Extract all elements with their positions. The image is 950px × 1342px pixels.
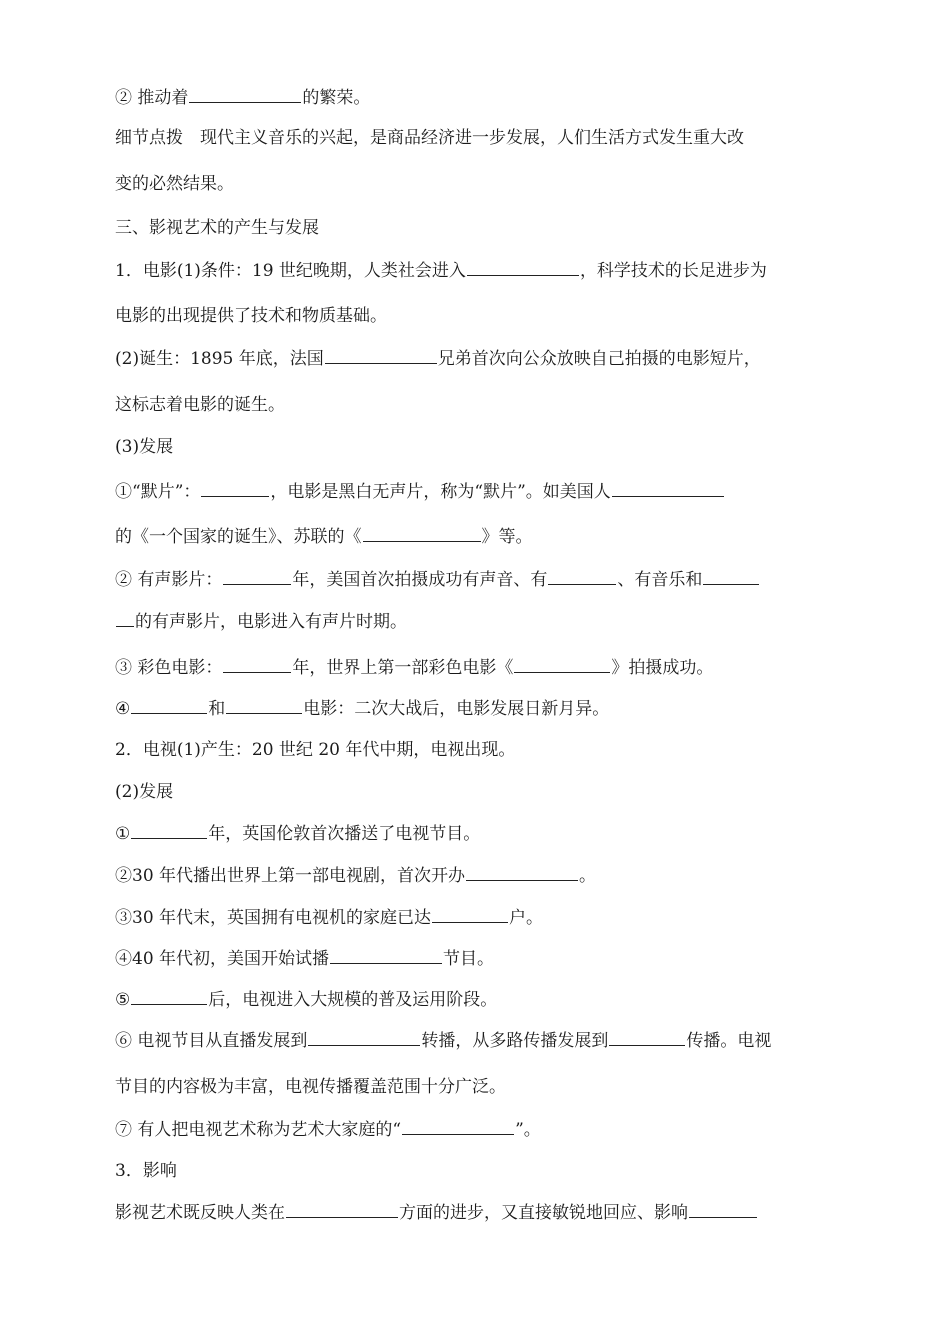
line-text: 三、影视艺术的产生与发展 (115, 218, 319, 238)
line-text: 年，世界上第一部彩色电影《 (292, 658, 514, 678)
fill-blank[interactable] (548, 568, 616, 585)
line-text: 的有声影片，电影进入有声片时期。 (135, 612, 407, 632)
line-text: ，科学技术的长足进步为 (579, 261, 767, 281)
line-text: 年，美国首次拍摄成功有声音、有 (292, 570, 548, 590)
line-text: 这标志着电影的诞生。 (115, 395, 285, 415)
line-text: 转播，从多路传播发展到 (421, 1031, 609, 1051)
line-text: ③ 彩色电影： (115, 658, 223, 678)
line-text: ”。 (515, 1120, 541, 1140)
fill-blank[interactable] (689, 1201, 757, 1218)
fill-blank[interactable] (402, 1118, 514, 1135)
text-line (115, 610, 407, 633)
text-line (115, 1201, 758, 1224)
line-text: 的《一个国家的诞生》、苏联的《 (115, 527, 362, 547)
line-text: 电影的出现提供了技术和物质基础。 (115, 306, 387, 326)
text-line (115, 781, 173, 803)
line-text: ② 推动着 (115, 88, 189, 108)
text-line (115, 436, 173, 458)
text-line (115, 394, 285, 416)
line-text: (2)发展 (115, 782, 174, 802)
fill-blank[interactable] (514, 656, 610, 673)
line-text: 和 (208, 699, 226, 719)
section-heading (115, 1160, 177, 1182)
fill-blank[interactable] (467, 259, 579, 276)
section-heading (115, 217, 319, 239)
fill-blank[interactable] (432, 906, 508, 923)
text-line (115, 864, 596, 887)
fill-blank[interactable] (223, 568, 291, 585)
text-line (115, 739, 515, 761)
text-line (115, 947, 494, 970)
fill-blank[interactable] (363, 525, 481, 542)
text-line (115, 1029, 771, 1052)
fill-blank[interactable] (466, 864, 578, 881)
text-line (115, 1118, 541, 1141)
line-text: 1．电影(1)条件：19 世纪晚期，人类社会进入 (115, 261, 466, 281)
fill-blank[interactable] (116, 610, 134, 627)
fill-blank[interactable] (286, 1201, 398, 1218)
line-text: 后，电视进入大规模的普及运用阶段。 (208, 990, 498, 1010)
line-text: 年，英国伦敦首次播送了电视节目。 (208, 824, 481, 844)
text-line (115, 86, 370, 109)
line-text: 、有音乐和 (617, 570, 703, 590)
text-line (115, 906, 543, 929)
text-line (115, 822, 480, 845)
line-text: ② 有声影片： (115, 570, 223, 590)
text-line (115, 656, 713, 679)
text-line (115, 173, 234, 195)
line-text: 户。 (509, 908, 544, 928)
text-line (115, 259, 767, 282)
line-text: 节目。 (443, 949, 495, 969)
line-text: 节目的内容极为丰富，电视传播覆盖范围十分广泛。 (115, 1077, 506, 1097)
text-line (115, 480, 725, 503)
fill-blank[interactable] (223, 656, 291, 673)
line-text: ④ (115, 699, 131, 719)
line-text: (3)发展 (115, 437, 174, 457)
line-text: 变的必然结果。 (115, 174, 234, 194)
fill-blank[interactable] (325, 347, 437, 364)
line-text: ① (115, 824, 131, 844)
fill-blank[interactable] (609, 1029, 685, 1046)
line-text: ②30 年代播出世界上第一部电视剧，首次开办 (115, 866, 466, 886)
line-text: 。 (579, 866, 597, 886)
text-line (115, 127, 744, 149)
text-line (115, 347, 761, 370)
line-text: 》拍摄成功。 (611, 658, 714, 678)
line-text: 的繁荣。 (302, 88, 371, 108)
fill-blank[interactable] (131, 988, 207, 1005)
line-text: ④40 年代初，美国开始试播 (115, 949, 330, 969)
line-text: 兄弟首次向公众放映自己拍摄的电影短片， (437, 349, 761, 369)
line-text: ①“默片”： (115, 482, 201, 502)
fill-blank[interactable] (226, 697, 302, 714)
line-text: 方面的进步，又直接敏锐地回应、影响 (399, 1203, 688, 1223)
text-line (115, 697, 609, 720)
line-text: 传播。电视 (686, 1031, 772, 1051)
fill-blank[interactable] (330, 947, 442, 964)
fill-blank[interactable] (189, 86, 301, 103)
fill-blank[interactable] (201, 480, 269, 497)
line-text: ③30 年代末，英国拥有电视机的家庭已达 (115, 908, 432, 928)
line-text: ⑥ 电视节目从直播发展到 (115, 1031, 308, 1051)
fill-blank[interactable] (131, 822, 207, 839)
fill-blank[interactable] (703, 568, 759, 585)
text-line (115, 568, 760, 591)
line-text: 影视艺术既反映人类在 (115, 1203, 285, 1223)
line-text: ⑤ (115, 990, 131, 1010)
text-line (115, 305, 387, 327)
fill-blank[interactable] (308, 1029, 420, 1046)
line-text: 电影：二次大战后，电影发展日新月异。 (303, 699, 610, 719)
text-line (115, 988, 497, 1011)
line-text: 》等。 (481, 527, 533, 547)
fill-blank[interactable] (612, 480, 724, 497)
line-text: ⑦ 有人把电视艺术称为艺术大家庭的“ (115, 1120, 402, 1140)
line-text: 细节点拨 现代主义音乐的兴起，是商品经济进一步发展，人们生活方式发生重大改 (115, 128, 744, 148)
line-text: 2．电视(1)产生：20 世纪 20 年代中期，电视出现。 (115, 740, 516, 760)
line-text: ，电影是黑白无声片，称为“默片”。如美国人 (270, 482, 611, 502)
fill-blank[interactable] (131, 697, 207, 714)
text-line (115, 525, 533, 548)
line-text: (2)诞生：1895 年底，法国 (115, 349, 324, 369)
line-text: 3．影响 (115, 1161, 177, 1181)
text-line (115, 1076, 506, 1098)
